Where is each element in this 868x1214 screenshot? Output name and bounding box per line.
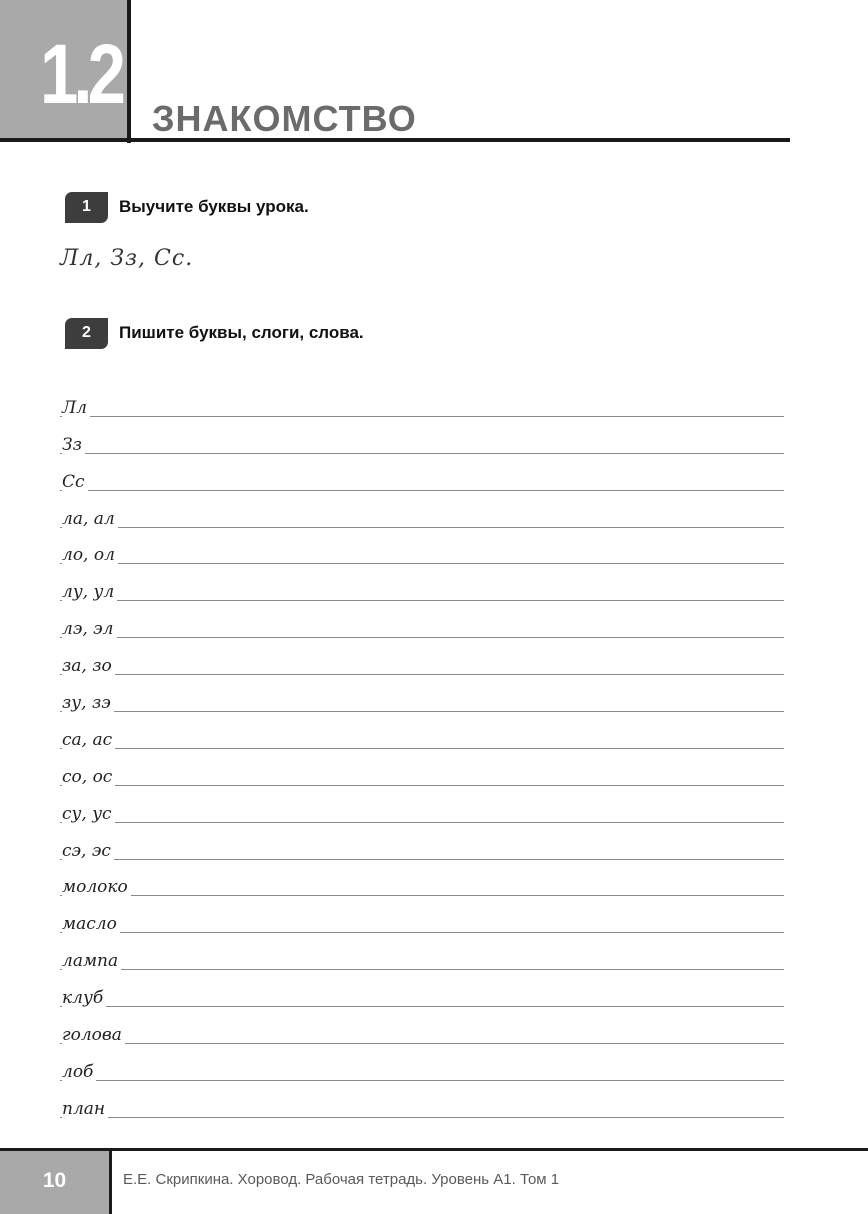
footer-rule xyxy=(0,1148,868,1151)
section-number: 1.2 xyxy=(40,27,122,121)
writing-cue: план xyxy=(62,1099,108,1119)
ruled-line xyxy=(60,674,784,675)
ruled-line xyxy=(60,785,784,786)
writing-line[interactable] xyxy=(60,755,784,792)
ruled-line xyxy=(60,748,784,749)
ruled-line xyxy=(60,859,784,860)
writing-cue: молоко xyxy=(62,877,131,897)
ruled-line xyxy=(60,637,784,638)
writing-line[interactable] xyxy=(60,866,784,903)
ruled-line xyxy=(60,416,784,417)
letters-sample: Лл, Зз, Сс. xyxy=(60,246,194,271)
task-number-badge: 1 xyxy=(65,192,108,223)
ruled-line xyxy=(60,895,784,896)
writing-line[interactable] xyxy=(60,1087,784,1124)
section-number-box xyxy=(0,0,128,140)
writing-cue: лампа xyxy=(62,951,121,971)
writing-line[interactable] xyxy=(60,570,784,607)
ruled-line xyxy=(60,563,784,564)
ruled-line xyxy=(60,490,784,491)
writing-cue: зу, зэ xyxy=(62,693,114,713)
writing-cue: клуб xyxy=(62,988,106,1008)
writing-cue: ла, ал xyxy=(62,509,118,529)
writing-line[interactable] xyxy=(60,386,784,423)
task-1 xyxy=(65,190,309,224)
writing-line[interactable] xyxy=(60,1013,784,1050)
writing-line[interactable] xyxy=(60,460,784,497)
writing-cue: со, ос xyxy=(62,767,115,787)
writing-line[interactable] xyxy=(60,829,784,866)
writing-cue: Сс xyxy=(62,472,88,492)
ruled-line xyxy=(60,822,784,823)
ruled-line xyxy=(60,600,784,601)
writing-cue: масло xyxy=(62,914,120,934)
writing-line[interactable] xyxy=(60,681,784,718)
ruled-line xyxy=(60,1080,784,1081)
page-number: 10 xyxy=(42,1169,67,1192)
ruled-line xyxy=(60,932,784,933)
writing-cue: сэ, эс xyxy=(62,841,114,861)
header-vertical-rule xyxy=(127,0,131,143)
writing-cue: су, ус xyxy=(62,804,115,824)
writing-cue: Лл xyxy=(62,398,90,418)
ruled-line xyxy=(60,527,784,528)
writing-line[interactable] xyxy=(60,718,784,755)
writing-line[interactable] xyxy=(60,792,784,829)
writing-cue: Зз xyxy=(62,435,85,455)
ruled-line xyxy=(60,711,784,712)
footer-citation: Е.Е. Скрипкина. Хоровод. Рабочая тетрадь. Уровень А1. Том 1 xyxy=(123,1171,560,1188)
writing-line[interactable] xyxy=(60,644,784,681)
ruled-line xyxy=(60,1006,784,1007)
writing-cue: ло, ол xyxy=(62,545,118,565)
ruled-line xyxy=(60,1043,784,1044)
writing-cue: за, зо xyxy=(62,656,115,676)
task-number-badge: 2 xyxy=(65,318,108,349)
task-2 xyxy=(65,316,364,350)
ruled-line xyxy=(60,453,784,454)
lesson-title: ЗНАКОМСТВО xyxy=(152,98,417,139)
ruled-line xyxy=(60,969,784,970)
writing-line[interactable] xyxy=(60,902,784,939)
writing-cue: лоб xyxy=(62,1062,96,1082)
writing-line[interactable] xyxy=(60,976,784,1013)
task-instruction: Пишите буквы, слоги, слова. xyxy=(119,323,364,342)
writing-line[interactable] xyxy=(60,1050,784,1087)
writing-line[interactable] xyxy=(60,497,784,534)
writing-cue: голова xyxy=(62,1025,125,1045)
footer-vertical-rule xyxy=(109,1148,112,1214)
writing-line[interactable] xyxy=(60,534,784,571)
writing-lines xyxy=(60,386,784,1124)
ruled-line xyxy=(60,1117,784,1118)
writing-line[interactable] xyxy=(60,939,784,976)
writing-cue: лэ, эл xyxy=(62,619,117,639)
writing-cue: са, ас xyxy=(62,730,115,750)
writing-line[interactable] xyxy=(60,423,784,460)
writing-line[interactable] xyxy=(60,607,784,644)
task-instruction: Выучите буквы урока. xyxy=(119,197,309,216)
writing-cue: лу, ул xyxy=(62,582,117,602)
